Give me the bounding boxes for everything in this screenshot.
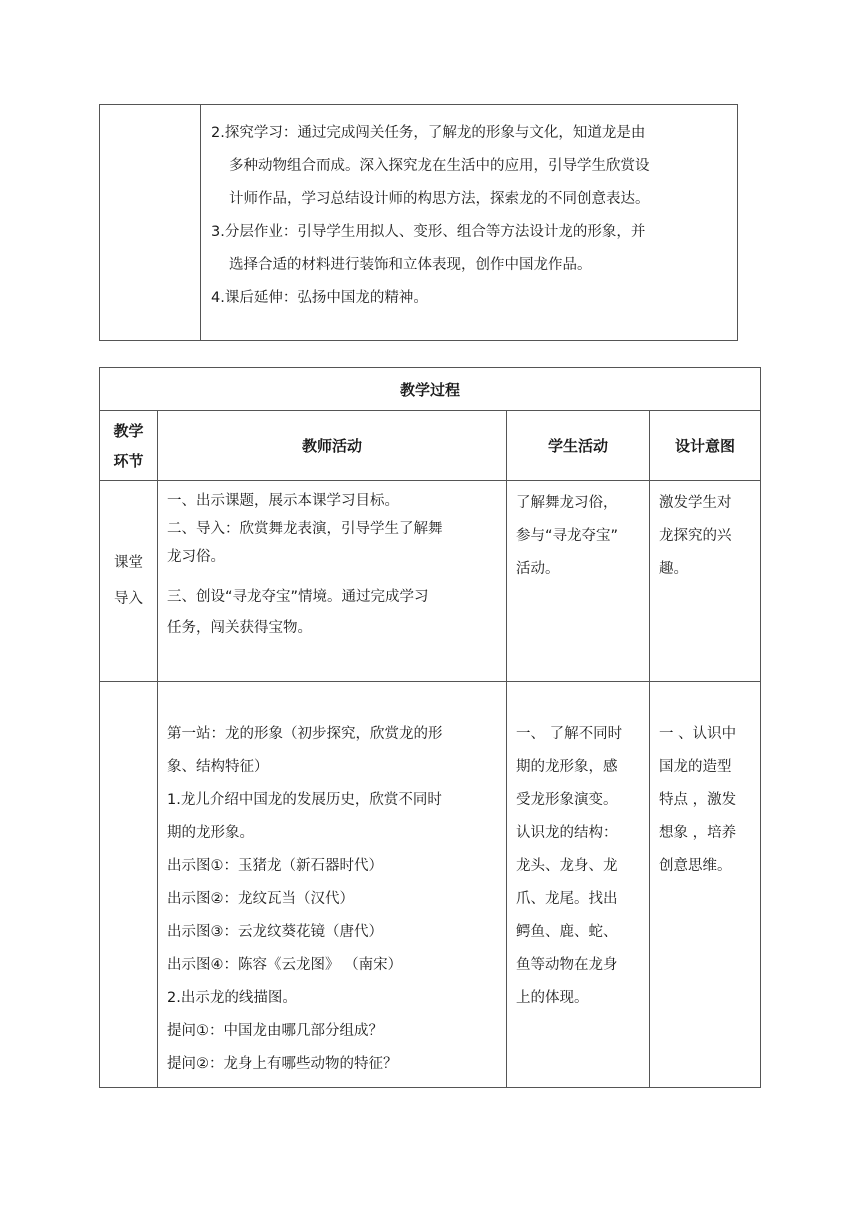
- stage-cell: [100, 682, 158, 1088]
- stage-line: 课堂: [114, 555, 143, 571]
- text-line: 出示图②：龙纹瓦当（汉代）: [167, 891, 354, 907]
- header-stage-line: 环节: [113, 451, 144, 470]
- text-line: 一、出示课题，展示本课学习目标。: [167, 493, 399, 509]
- objective-item-3: [211, 216, 729, 282]
- text-line: 了解舞龙习俗，: [516, 495, 618, 511]
- teacher-activity-cell: [158, 682, 507, 1088]
- design-intent-cell: [650, 481, 761, 682]
- student-activity-cell: [507, 682, 650, 1088]
- text-line: 龙探究的兴: [659, 528, 732, 544]
- objective-line: 3.分层作业：引导学生用拟人、变形、组合等方法设计龙的形象，并: [211, 224, 646, 240]
- objectives-label-cell: [100, 105, 201, 340]
- text-line: 提问①：中国龙由哪几部分组成？: [167, 1023, 383, 1039]
- text-line: 一、 了解不同时: [516, 726, 623, 742]
- text-line: 上的体现。: [516, 990, 589, 1006]
- teacher-activity-cell: [158, 481, 507, 682]
- objectives-content-cell: [201, 105, 737, 340]
- text-line: 出示图③：云龙纹葵花镜（唐代）: [167, 924, 383, 940]
- text-line: 任务，闯关获得宝物。: [167, 620, 312, 636]
- stage-line: 导入: [114, 591, 143, 607]
- text-line: 出示图④：陈容《云龙图》 （南宋）: [167, 957, 403, 973]
- objectives-table: [99, 104, 738, 341]
- text-line: 期的龙形象，感: [516, 759, 618, 775]
- text-line: 第一站：龙的形象（初步探究，欣赏龙的形: [167, 726, 443, 742]
- header-student-activity: 学生活动: [507, 411, 650, 481]
- text-line: 出示图①：玉猪龙（新石器时代）: [167, 858, 383, 874]
- teaching-process-table: [99, 367, 761, 1088]
- objective-line: 选择合适的材料进行装饰和立体表现，创作中国龙作品。: [229, 257, 592, 273]
- text-line: 想象 ，培养: [659, 825, 737, 841]
- table-title: 教学过程: [100, 368, 761, 411]
- text-line: 二、导入：欣赏舞龙表演，引导学生了解舞: [167, 521, 443, 537]
- design-intent-cell: [650, 682, 761, 1088]
- text-line: 受龙形象演变。: [516, 792, 618, 808]
- text-line: 鱼等动物在龙身: [516, 957, 618, 973]
- objective-item-2: [211, 117, 729, 216]
- text-line: 趣。: [659, 561, 688, 577]
- text-line: 活动。: [516, 561, 560, 577]
- text-line: 认识龙的结构：: [516, 825, 618, 841]
- student-activity-cell: [507, 481, 650, 682]
- header-design-intent: 设计意图: [650, 411, 761, 481]
- text-line: 三、创设“寻龙夺宝”情境。通过完成学习: [167, 589, 429, 605]
- header-stage-line: 教学: [113, 421, 144, 440]
- objective-item-4: [211, 282, 729, 315]
- text-line: 提问②：龙身上有哪些动物的特征？: [167, 1056, 398, 1072]
- header-teacher-activity: 教师活动: [158, 411, 507, 481]
- stage-cell: [100, 481, 158, 682]
- text-line: 象、结构特征）: [167, 759, 269, 775]
- table-row: [100, 682, 761, 1088]
- objective-line: 多种动物组合而成。深入探究龙在生活中的应用，引导学生欣赏设: [229, 158, 650, 174]
- text-line: 1.龙儿介绍中国龙的发展历史，欣赏不同时: [167, 792, 442, 808]
- text-line: 2.出示龙的线描图。: [167, 990, 297, 1006]
- text-line: 一 、认识中: [659, 726, 737, 742]
- text-line: 期的龙形象。: [167, 825, 254, 841]
- objective-line: 2.探究学习：通过完成闯关任务，了解龙的形象与文化，知道龙是由: [211, 125, 646, 141]
- text-line: 特点 ，激发: [659, 792, 737, 808]
- text-line: 创意思维。: [659, 858, 732, 874]
- text-line: 爪、龙尾。找出: [516, 891, 618, 907]
- text-line: 鳄鱼、鹿、蛇、: [516, 924, 618, 940]
- text-line: 激发学生对: [659, 495, 732, 511]
- objective-line: 计师作品，学习总结设计师的构思方法，探索龙的不同创意表达。: [229, 191, 650, 207]
- text-line: 龙头、龙身、龙: [516, 858, 618, 874]
- objective-line: 4.课后延伸：弘扬中国龙的精神。: [211, 290, 428, 306]
- text-line: 国龙的造型: [659, 759, 732, 775]
- table-row: [100, 481, 761, 682]
- header-stage: [100, 411, 158, 481]
- text-line: 参与“寻龙夺宝”: [516, 528, 619, 544]
- text-line: 龙习俗。: [167, 549, 225, 565]
